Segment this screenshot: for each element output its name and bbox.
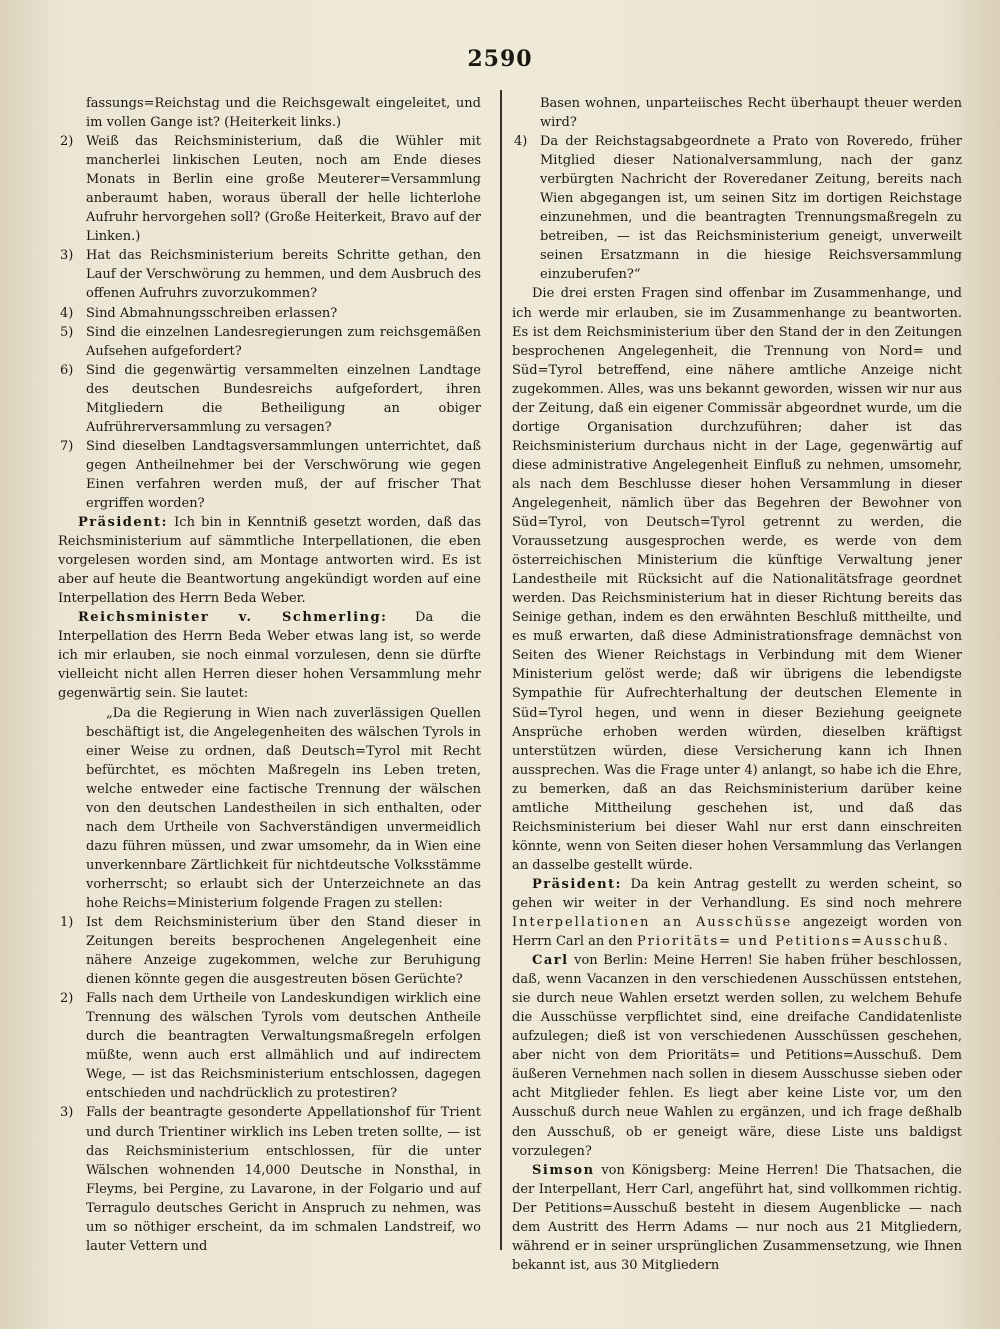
question-number: 1) [60, 915, 74, 931]
question-text: Weiß das Reichsministerium, daß die Wühler mit mancherlei linkischen Leuten, noch am Ende dieses Monats in Berlin eine große Meuterer=Versammlung anberaumt haben, woraus überall der helle lichterlohe Aufruhr hervorgehen soll? (Große Heiterkeit, Bravo auf der Linken.) [86, 134, 481, 245]
speaker-name: Carl [532, 953, 569, 969]
question-text: Hat das Reichsministerium bereits Schritte gethan, den Lauf der Verschwörung zu hemmen, und dem Ausbruch des offenen Aufruhrs zuvorzukommen? [86, 248, 481, 302]
numbered-question [58, 437, 481, 513]
speaker-place: von Königsberg: [601, 1162, 712, 1178]
numbered-question [58, 304, 481, 323]
question-number: 3) [60, 248, 74, 264]
speaker-name: Reichsminister v. Schmerling: [78, 610, 388, 626]
speech-paragraph [512, 1161, 962, 1275]
speech-text-spaced: Prioritäts= und Petitions=Ausschuß. [636, 934, 950, 950]
question-text: Falls nach dem Urtheile von Landeskundigen wirklich eine Trennung des wälschen Tyrols vom deutschen Antheile durch die beantragten Verwaltungsmaßregeln erfolgen müßte, wenn auch erst allmählich und auf indirectem Wege, — ist das Reichsministerium entschlossen, dagegen entschieden und nachdrücklich zu protestiren? [86, 991, 481, 1102]
right-column [512, 94, 962, 1275]
speaker-name: Simson [532, 1162, 595, 1178]
paragraph: fassungs=Reichstag und die Reichsgewalt eingeleitet, und im vollen Gange ist? (Heiterkeit links.) [86, 96, 481, 131]
numbered-question [58, 361, 481, 437]
speech-paragraph [512, 951, 962, 1161]
page-number: 2590 [467, 46, 533, 72]
speaker-name: Präsident: [532, 876, 622, 892]
speech-text: angezeigt worden von Herrn Carl an den [512, 915, 963, 950]
question-number: 7) [60, 438, 74, 454]
question-text: Sind dieselben Landtagsversammlungen unterrichtet, daß gegen Antheilnehmer bei der Verschwörung wie gegen Einen verfahren werden muß, der auf frischer That ergriffen worden? [86, 438, 481, 511]
speaker-name: Präsident: [78, 515, 168, 531]
question-text: Sind die einzelnen Landesregierungen zum reichsgemäßen Aufsehen aufgefordert? [86, 324, 481, 359]
question-number: 6) [60, 362, 74, 378]
quoted-interpellation: „Da die Regierung in Wien nach zuverlässigen Quellen beschäftigt ist, die Angelegenheiten des wälschen Tyrols in einer Weise zu ordnen, daß Deutsch=Tyrol mit Recht befürchtet, es möchten Maßregeln ins Leben treten, welche entweder eine factische Trennung der wälschen von den deutschen Landestheilen in sich enthalten, oder nach dem Urtheile von Sachverständigen unvermeidlich dazu führen müssen, und zwar umsomehr, da in Wien eine unverkennbare Zärtlichkeit für nichtdeutsche Volksstämme vorherrscht; so erlaubt sich der Unterzeichnete an das hohe Reichs=Ministerium folgende Fragen zu stellen: [86, 705, 481, 911]
question-number: 4) [514, 134, 528, 150]
question-text: Sind Abmahnungsschreiben erlassen? [86, 305, 338, 321]
speech-paragraph [58, 513, 481, 608]
speech-text: Meine Herren! Sie haben früher beschlossen, daß, wenn Vacanzen in den verschiedenen Ausschüssen entstehen, sie durch neue Wahlen ersetzt werden sollen, zu welchem Behufe die Ausschüsse verpflichtet sind, eine dreifache Candidatenliste aufzulegen; dieß ist von verschiedenen Ausschüssen geschehen, aber nicht von dem Prioritäts= und Petitions=Ausschuß. Dem äußeren Vernehmen nach sollen in diesem Ausschusse sieben oder acht Mitglieder fehlen. Es liegt aber keine Liste vor, um den Ausschuß durch neue Wahlen zu ergänzen, und ich frage deßhalb den Ausschuß, ob er geneigt wäre, diese Liste uns baldigst vorzulegen? [512, 953, 962, 1159]
numbered-question [58, 1103, 481, 1255]
speech-text: Ich bin in Kenntniß gesetzt worden, daß das Reichsministerium auf sämmtliche Interpellationen, die eben vorgelesen worden sind, am Montage antworten wird. Es ist aber auf heute die Beantwortung angekündigt worden auf eine Interpellation des Herrn Beda Weber. [58, 515, 482, 607]
left-column [58, 94, 481, 1256]
numbered-question [58, 132, 481, 246]
speech-text: Da kein Antrag gestellt zu werden scheint, so gehen wir weiter in der Verhandlung. Es sind noch mehrere [512, 876, 962, 911]
numbered-question [58, 323, 481, 361]
question-number: 2) [60, 134, 74, 150]
speech-paragraph [58, 608, 481, 703]
speech-paragraph [512, 875, 962, 951]
numbered-question [58, 913, 481, 989]
question-number: 3) [60, 1105, 74, 1121]
numbered-question [512, 132, 962, 284]
speech-text: Da die Interpellation des Herrn Beda Weber etwas lang ist, so werde ich mir erlauben, sie noch einmal vorzulesen, denn sie dürfte vielleicht nicht allen Herren dieser hohen Versammlung mehr gegenwärtig sein. Sie lautet: [58, 610, 481, 702]
question-number: 5) [60, 324, 74, 340]
question-number: 4) [60, 305, 74, 321]
column-divider [500, 90, 502, 1250]
question-text: Ist dem Reichsministerium über den Stand dieser in Zeitungen bereits besprochenen Angelegenheit eine nähere Anzeige zugekommen, welche zur Beruhigung dienen könnte gegen die ausgestreuten bösen Gerüchte? [86, 915, 481, 988]
speech-text: Meine Herren! Die Thatsachen, die der Interpellant, Herr Carl, angeführt hat, sind vollkommen richtig. Der Petitions=Ausschuß besteht in diesem Augenblicke — nach dem Austritt des Herrn Adams — nur noch aus 21 Mitgliedern, während er in seiner ursprünglichen Zusammensetzung, wie Ihnen bekannt ist, aus 30 Mitgliedern [512, 1162, 962, 1273]
question-number: 2) [60, 991, 74, 1007]
speech-text-spaced: Interpellationen an Ausschüsse [512, 915, 793, 931]
numbered-question [58, 989, 481, 1103]
answer-paragraph: Die drei ersten Fragen sind offenbar im Zusammenhange, und ich werde mir erlauben, sie im Zusammenhange zu beantworten. Es ist dem Reichsministerium über den Stand der in den Zeitungen besprochenen Angelegenheit, die Trennung von Nord= und Süd=Tyrol betreffend, eine nähere amtliche Anzeige nicht zugekommen. Alles, was uns bekannt geworden, wissen wir nur aus der Zeitung, daß ein eigener Commissär abgeordnet wurde, um die dortige Organisation durchzuführen; daher ist das Reichsministerium durchaus nicht in der Lage, gegenwärtig auf diese administrative Angelegenheit Einfluß zu nehmen, umsomehr, als nach dem Beschlusse dieser hohen Versammlung in dieser Angelegenheit, nämlich über das Begehren der Bewohner von Süd=Tyrol, von Deutsch=Tyrol getrennt zu werden, die Voraussetzung ausgesprochen werde, es werde von dem österreichischen Ministerium die künftige Verwaltung jener Landestheile mit Rücksicht auf die Nationalitätsfrage geordnet werden. Das Reichsministerium hat in dieser Richtung bereits das Seinige gethan, indem es den erwähnten Beschluß mittheilte, und es muß erwarten, daß diese Administrationsfrage demnächst von Seiten des Wiener Reichstags in Verbindung mit dem Wiener Ministerium gelöst werde; daß wir übrigens die lebendigste Sympathie für Aufrechterhaltung der deutschen Elemente in Süd=Tyrol hegen, und wenn in dieser Beziehung geeignete Ansprüche erhoben werden würden, dieselben kräftigst unterstützen würden, diese Versicherung kann ich Ihnen aussprechen. Was die Frage unter 4) anlangt, so habe ich die Ehre, zu bemerken, daß an das Reichsministerium darüber keine amtliche Mittheilung geschehen ist, und daß das Reichsministerium bei dieser Wahl nur erst dann einschreiten könnte, wenn von Seiten dieser hohen Versammlung das Verlangen an dasselbe gestellt würde. [512, 286, 962, 873]
question-text: Sind die gegenwärtig versammelten einzelnen Landtage des deutschen Bundesreichs aufgefordert, ihren Mitgliedern die Betheiligung an obiger Aufrührerversammlung zu versagen? [86, 362, 481, 435]
numbered-question [58, 246, 481, 303]
paragraph: Basen wohnen, unparteiisches Recht überhaupt theuer werden wird? [540, 96, 962, 131]
speaker-place: von Berlin: [574, 953, 648, 969]
question-text: Da der Reichstagsabgeordnete a Prato von Roveredo, früher Mitglied dieser Nationalversammlung, nach der ganz verbürgten Nachricht der Roveredaner Zeitung, bereits nach Wien abgegangen ist, um seinen Sitz im dortigen Reichstage einzunehmen, und die beantragten Trennungsmaßregeln zu betreiben, — ist das Reichsministerium geneigt, unverweilt seinen Ersatzmann in die hiesige Reichsversammlung einzuberufen?“ [540, 134, 962, 283]
question-text: Falls der beantragte gesonderte Appellationshof für Trient und durch Trientiner wirklich ins Leben treten sollte, — ist das Reichsministerium entschlossen, für die unter Wälschen wohnenden 14,000 Deutsche in Nonsthal, in Fleyms, bei Pergine, zu Lavarone, in der Folgario und auf Terragulo deutsches Gericht in Anspruch zu nehmen, was um so nöthiger erscheint, da im schmalen Landstreif, wo lauter Vettern und [86, 1105, 481, 1254]
